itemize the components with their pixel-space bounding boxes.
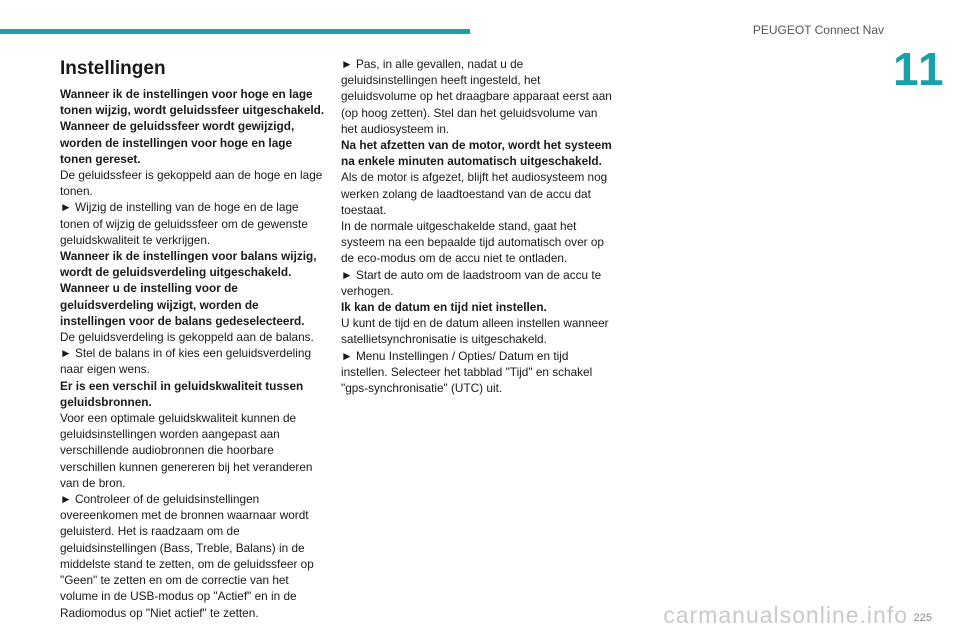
chapter-number: 11 xyxy=(893,43,946,95)
header-title: PEUGEOT Connect Nav xyxy=(752,23,884,37)
paragraph: Wanneer de geluidssfeer wordt gewijzigd, worden de instellingen voor hoge en lage tonen gereset. xyxy=(60,119,295,166)
paragraph: ► Stel de balans in of kies een geluidsverdeling naar eigen wens. xyxy=(60,346,312,377)
watermark: carmanualsonline.info xyxy=(663,602,908,628)
paragraph: In de normale uitgeschakelde stand, gaat het systeem na een bepaalde tijd automatisch over op de eco-modus om de accu niet te ontladen. xyxy=(341,219,604,266)
paragraph: ► Pas, in alle gevallen, nadat u de geluidsinstellingen heeft ingesteld, het geluidsvolume op het draagbare apparaat eerst aan (op hoog zetten). Stel dan het geluidsvolume van het audiosysteem in. xyxy=(341,57,612,136)
paragraph: ► Wijzig de instelling van de hoge en de lage tonen of wijzig de geluidssfeer om de gewenste geluidskwaliteit te verkrijgen. xyxy=(60,200,308,247)
header-accent-bar xyxy=(0,29,470,34)
paragraph: Wanneer ik de instellingen voor balans wijzig, wordt de geluidsverdeling uitgeschakeld. xyxy=(60,249,317,280)
page-number: 225 xyxy=(913,612,932,624)
paragraph: De geluidssfeer is gekoppeld aan de hoge en lage tonen. xyxy=(60,168,323,199)
left-column xyxy=(60,56,326,621)
paragraph: U kunt de tijd en de datum alleen instellen wanneer satellietsynchronisatie is uitgeschakeld. xyxy=(341,316,609,347)
paragraph: Ik kan de datum en tijd niet instellen. xyxy=(341,300,547,315)
paragraph: ► Start de auto om de laadstroom van de accu te verhogen. xyxy=(341,267,602,298)
paragraph: De geluidsverdeling is gekoppeld aan de balans. xyxy=(60,330,314,345)
paragraph: Er is een verschil in geluidskwaliteit tussen geluidsbronnen. xyxy=(60,378,304,409)
paragraph: Als de motor is afgezet, blijft het audiosysteem nog werken zolang de laadtoestand van de accu dat toestaat. xyxy=(341,170,608,217)
right-column xyxy=(341,56,613,396)
paragraph: Na het afzetten van de motor, wordt het systeem na enkele minuten automatisch uitgeschakeld. xyxy=(341,138,612,169)
paragraph: Wanneer ik de instellingen voor hoge en lage tonen wijzig, wordt geluidssfeer uitgeschakeld. xyxy=(60,87,325,118)
paragraph: ► Controleer of de geluidsinstellingen overeenkomen met de bronnen waarnaar wordt geluisterd. Het is raadzaam om de geluidsinstellingen (Bass, Treble, Balans) in de middelste stand te zetten, om de geluidssfeer op "Geen" te zetten en om de correctie van het volume in de USB-modus op "Actief" en in de Radiomodus op "Niet actief" te zetten. xyxy=(60,492,314,620)
paragraph: Wanneer u de instelling voor de geluidsverdeling wijzigt, worden de instellingen voor de balans gedeselecteerd. xyxy=(60,281,305,328)
paragraph: ► Menu Instellingen / Opties/ Datum en tijd instellen. Selecteer het tabblad "Tijd" en schakel "gps-synchronisatie" (UTC) uit. xyxy=(341,348,593,396)
section-title: Instellingen xyxy=(60,58,166,79)
paragraph: Voor een optimale geluidskwaliteit kunnen de geluidsinstellingen worden aangepast aan verschillende audiobronnen die hoorbare verschillen kunnen genereren bij het veranderen van de bron. xyxy=(60,411,313,490)
